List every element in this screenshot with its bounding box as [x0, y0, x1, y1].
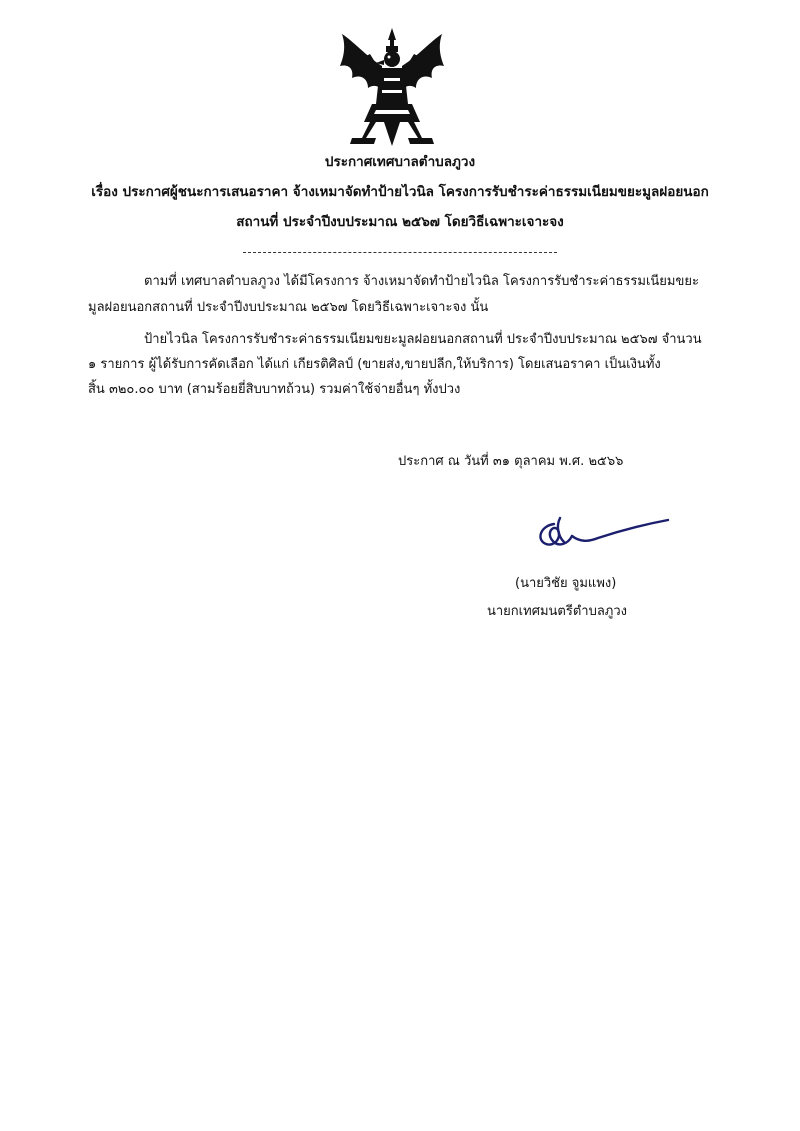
- subject-line-1: เรื่อง ประกาศผู้ชนะการเสนอราคา จ้างเหมาจัดทำป้ายไวนิล โครงการรับชำระค่าธรรมเนียมขยะมูลฝอยนอก: [91, 184, 709, 200]
- paragraph-1-line-2: มูลฝอยนอกสถานที่ ประจำปีงบประมาณ ๒๕๖๗ โดยวิธีเฉพาะเจาะจง นั้น: [88, 300, 489, 315]
- subject-line-2: สถานที่ ประจำปีงบประมาณ ๒๕๖๗ โดยวิธีเฉพาะเจาะจง: [236, 214, 564, 230]
- paragraph-2-line-1: ป้ายไวนิล โครงการรับชำระค่าธรรมเนียมขยะมูลฝอยนอกสถานที่ ประจำปีงบประมาณ ๒๕๖๗ จำนวน: [144, 332, 702, 347]
- paragraph-2-line-3: สิ้น ๓๒๐.๐๐ บาท (สามร้อยยี่สิบบาทถ้วน) รวมค่าใช้จ่ายอื่นๆ ทั้งปวง: [88, 382, 461, 397]
- document-title: ประกาศเทศบาลตำบลภูวง: [324, 154, 476, 170]
- signer-name: (นายวิชัย จูมแพง): [515, 576, 617, 591]
- signer-position: นายกเทศมนตรีตำบลภูวง: [487, 604, 627, 619]
- paragraph-2-line-2: ๑ รายการ ผู้ได้รับการคัดเลือก ได้แก่ เกียรติศิลป์ (ขายส่ง,ขายปลีก,ให้บริการ) โดยเสนอราคา เป็นเงินทั้ง: [88, 357, 661, 372]
- paragraph-1-line-1: ตามที่ เทศบาลตำบลภูวง ได้มีโครงการ จ้างเหมาจัดทำป้ายไวนิล โครงการรับชำระค่าธรรมเนียมขยะ: [144, 274, 699, 289]
- announcement-date: ประกาศ ณ วันที่ ๓๑ ตุลาคม พ.ศ. ๒๕๖๖: [398, 454, 624, 469]
- garuda-emblem-icon: [336, 26, 448, 148]
- dashed-divider: [243, 252, 557, 253]
- handwritten-signature: [532, 512, 672, 558]
